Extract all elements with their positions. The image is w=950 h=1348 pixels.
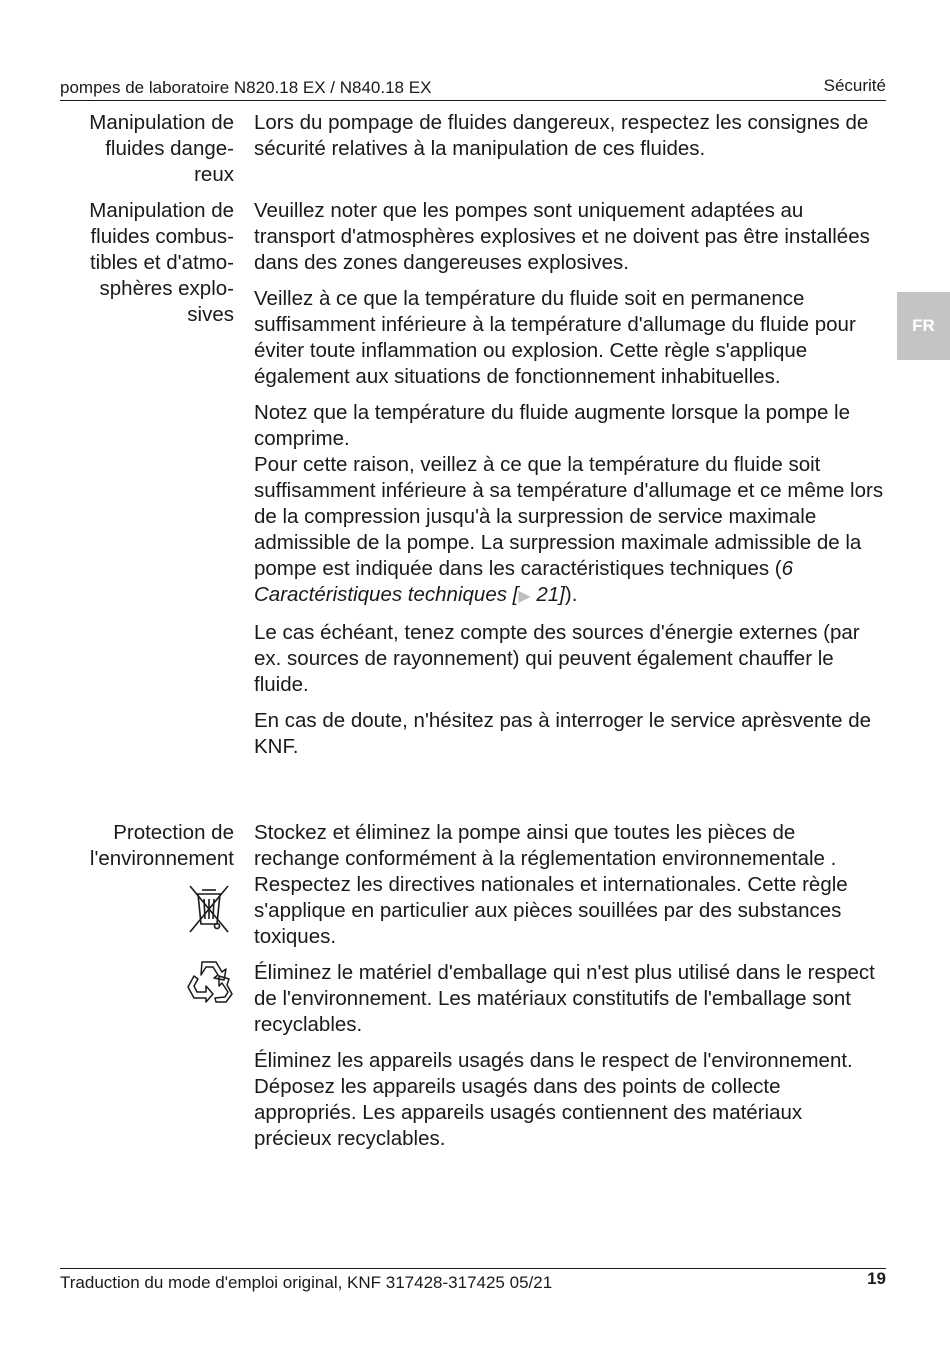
paragraph: Le cas échéant, tenez compte des sources d'énergie externes (par ex. sources de rayonnement) qui peuvent également chauffer le fluide. [254, 621, 860, 696]
language-tab: FR [897, 292, 950, 360]
document-title: pompes de laboratoire N820.18 EX / N840.18 EX [60, 78, 432, 97]
cross-reference-page: 21] [536, 583, 565, 606]
section-flammable-fluids [254, 198, 884, 770]
cross-reference-title: 6 Caractéristiques techniques [ [254, 557, 794, 606]
paragraph [254, 452, 884, 610]
recycling-icon [184, 958, 234, 1011]
section-dangerous-fluids [254, 110, 884, 172]
paragraph: Notez que la température du fluide augmente lorsque la pompe le comprime. [254, 401, 851, 450]
page-number: 19 [867, 1269, 886, 1288]
section-environment [254, 820, 884, 1162]
paragraph-text: Pour cette raison, veillez à ce que la température du fluide soit suffisamment inférieure à sa température d'allumage et ce même lors de la compression jusqu'à la surpression de service maximale admissible de la pompe. La surpression maximale admissible de la pompe est indiquée dans les caractéristiques techniques ( [254, 453, 884, 580]
paragraph: Stockez et éliminez la pompe ainsi que toutes les pièces de rechange conformément à la réglementation environnementale . Respectez les directives nationales et internationales. Cette règle s'applique en particulier aux pièces souillées par des substances toxiques. [254, 821, 848, 948]
side-heading-dangerous-fluids: Manipulation de fluides dange- reux [89, 111, 234, 186]
translation-note: Traduction du mode d'emploi original, KNF 317428-317425 05/21 [60, 1273, 553, 1292]
side-heading-environment: Protection de l'environnement [89, 821, 234, 870]
paragraph: En cas de doute, n'hésitez pas à interroger le service aprèsvente de KNF. [254, 709, 872, 758]
paragraph-text-end: ). [564, 583, 578, 606]
side-heading-flammable-fluids: Manipulation de fluides combus- tibles et d'atmo- sphères explo- sives [89, 199, 234, 326]
paragraph: Veuillez noter que les pompes sont uniquement adaptées au transport d'atmosphères explosives et ne doivent pas être installées dans des zones dangereuses explosives. [254, 199, 870, 274]
paragraph: Éliminez le matériel d'emballage qui n'est plus utilisé dans le respect de l'environnement. Les matériaux constitutifs de l'emballage sont recyclables. [254, 961, 875, 1036]
page-ref-arrow-icon: ▶ [518, 588, 531, 605]
crossed-out-wheelie-bin-icon [186, 884, 232, 939]
paragraph: Veillez à ce que la température du fluide soit en permanence suffisamment inférieure à la température d'allumage du fluide pour éviter toute inflammation ou explosion. Cette règle s'applique également aux situations de fonctionnement inhabituelles. [254, 287, 856, 388]
paragraph: Lors du pompage de fluides dangereux, respectez les consignes de sécurité relatives à la manipulation de ces fluides. [254, 111, 869, 160]
page-header [60, 76, 886, 101]
paragraph: Éliminez les appareils usagés dans le respect de l'environnement. Déposez les appareils usagés dans des points de collecte appropriés. Les appareils usagés contiennent des matériaux précieux recyclables. [254, 1049, 853, 1150]
section-title: Sécurité [823, 76, 886, 95]
page-footer [60, 1268, 886, 1295]
